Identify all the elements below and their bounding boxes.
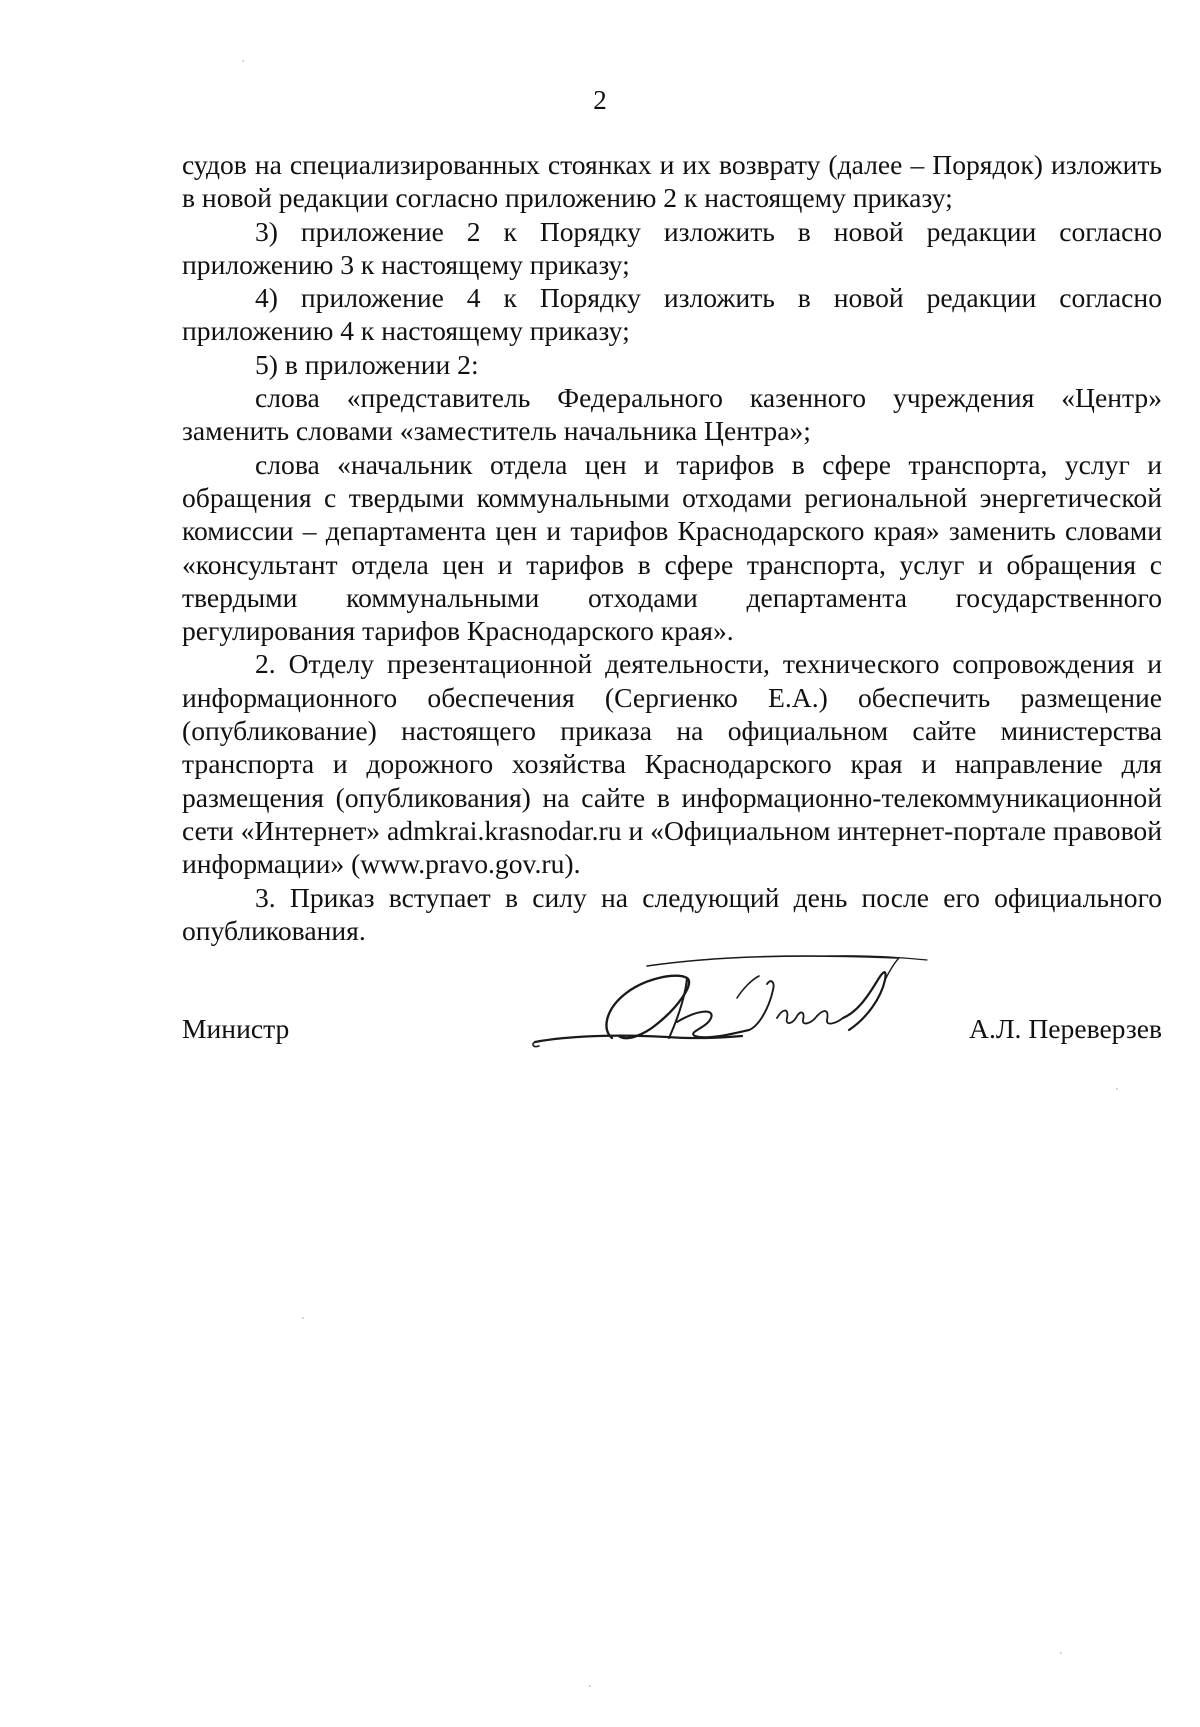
scan-speck [1116,1088,1118,1090]
paragraph-item-4: 4) приложение 4 к Порядку изложить в новой редакции согласно приложению 4 к настоящему приказу; [182,282,1162,347]
scan-speck [589,1685,591,1687]
signature-block [182,938,1162,1058]
signatory-name: А.Л. Переверзев [969,1013,1162,1044]
scan-speck [302,1317,304,1319]
scan-speck [1060,1652,1062,1654]
handwritten-signature [527,938,957,1058]
page-number: 2 [593,85,607,115]
paragraph-continuation: судов на специализированных стоянках и их возврату (далее – Порядок) изложить в новой редакции согласно приложению 2 к настоящему приказу; [182,149,1162,214]
document-body [182,148,1162,947]
signatory-title: Министр [182,1013,290,1044]
paragraph-publication-order: 2. Отделу презентационной деятельности, технического сопровождения и информационного обеспечения (Сергиенко Е.А.) обеспечить размещение (опубликование) настоящего приказа на официальном сайте министерства транспорта и дорожного хозяйства Краснодарского края и направление для размещения (опубликования) на сайте в информационно-телекоммуникационной сети «Интернет» admkrai.krasnodar.ru и «Официальном интернет-портале правовой информации» (www.pravo.gov.ru). [182,648,1162,880]
paragraph-replace-department-head: слова «начальник отдела цен и тарифов в сфере транспорта, услуг и обращения с твердыми коммунальными отходами региональной энергетической комиссии – департамента цен и тарифов Краснодарского края» заменить словами «консультант отдела цен и тарифов в сфере транспорта, услуг и обращения с твердыми коммунальными отходами департамента государственного регулирования тарифов Краснодарского края». [182,448,1162,647]
paragraph-item-5: 5) в приложении 2: [255,348,479,380]
paragraph-replace-representative: слова «представитель Федерального казенного учреждения «Центр» заменить словами «заместитель начальника Центра»; [182,382,1162,447]
paragraph-item-3: 3) приложение 2 к Порядку изложить в новой редакции согласно приложению 3 к настоящему приказу; [182,215,1162,280]
paragraph-effective-date: 3. Приказ вступает в силу на следующий день после его официального опубликования. [182,881,1162,946]
scan-speck [242,60,244,62]
